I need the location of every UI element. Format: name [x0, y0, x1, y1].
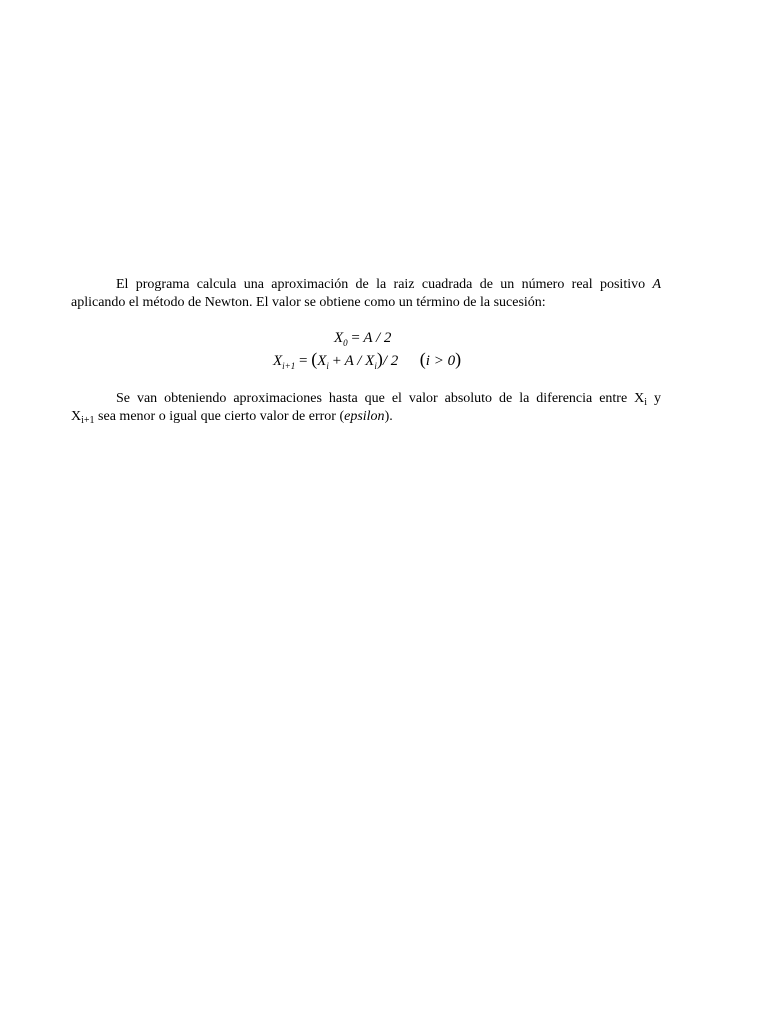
eq2-condition-open: ( — [419, 349, 426, 369]
eq2-term-1-sub: i — [326, 361, 329, 371]
intro-paragraph — [71, 276, 661, 312]
eq2-term-1: X — [317, 353, 327, 369]
eq2-close-paren: ) — [376, 349, 383, 369]
stopping-text-1: Se van obteniendo aproximaciones hasta que el valor absoluto de la diferencia entre X — [116, 391, 645, 406]
intro-text-1: El programa calcula una aproximación de la raiz cuadrada de un número real positivo — [116, 277, 646, 292]
stopping-paragraph — [71, 390, 661, 426]
variable-a: A — [652, 277, 662, 292]
eq2-equals: = — [299, 353, 308, 369]
stopping-sub-i1: i+1 — [81, 415, 95, 426]
eq2-lhs-sub: i+1 — [282, 361, 296, 371]
stopping-line-2 — [71, 408, 661, 426]
eq1-lhs-sub: 0 — [343, 338, 348, 348]
stopping-line-1 — [71, 390, 661, 408]
eq1-equals: = — [351, 330, 360, 346]
eq2-term-2: A / X — [344, 353, 375, 369]
stopping-text-end: ). — [384, 409, 393, 424]
intro-line-1 — [71, 276, 661, 294]
eq1-lhs: X — [334, 330, 344, 346]
variable-epsilon: epsilon — [344, 409, 385, 424]
eq2-condition: i > 0 — [425, 353, 456, 369]
stopping-text-2: sea menor o igual que cierto valor de error ( — [98, 409, 345, 424]
eq2-open-paren: ( — [311, 349, 318, 369]
eq2-term-2-sub: i — [374, 361, 377, 371]
stopping-text-y: y — [654, 391, 661, 406]
eq1-rhs: A / 2 — [363, 330, 392, 346]
equation-recurrence — [273, 350, 461, 370]
eq2-lhs: X — [273, 353, 283, 369]
intro-line-2: aplicando el método de Newton. El valor se obtiene como un término de la sucesión: — [71, 295, 546, 310]
eq2-divisor: / 2 — [382, 353, 399, 369]
eq2-condition-close: ) — [455, 349, 462, 369]
stopping-x: X — [71, 409, 82, 424]
stopping-sub-i: i — [644, 397, 648, 408]
equation-initial — [334, 329, 391, 347]
eq2-plus: + — [332, 353, 342, 369]
